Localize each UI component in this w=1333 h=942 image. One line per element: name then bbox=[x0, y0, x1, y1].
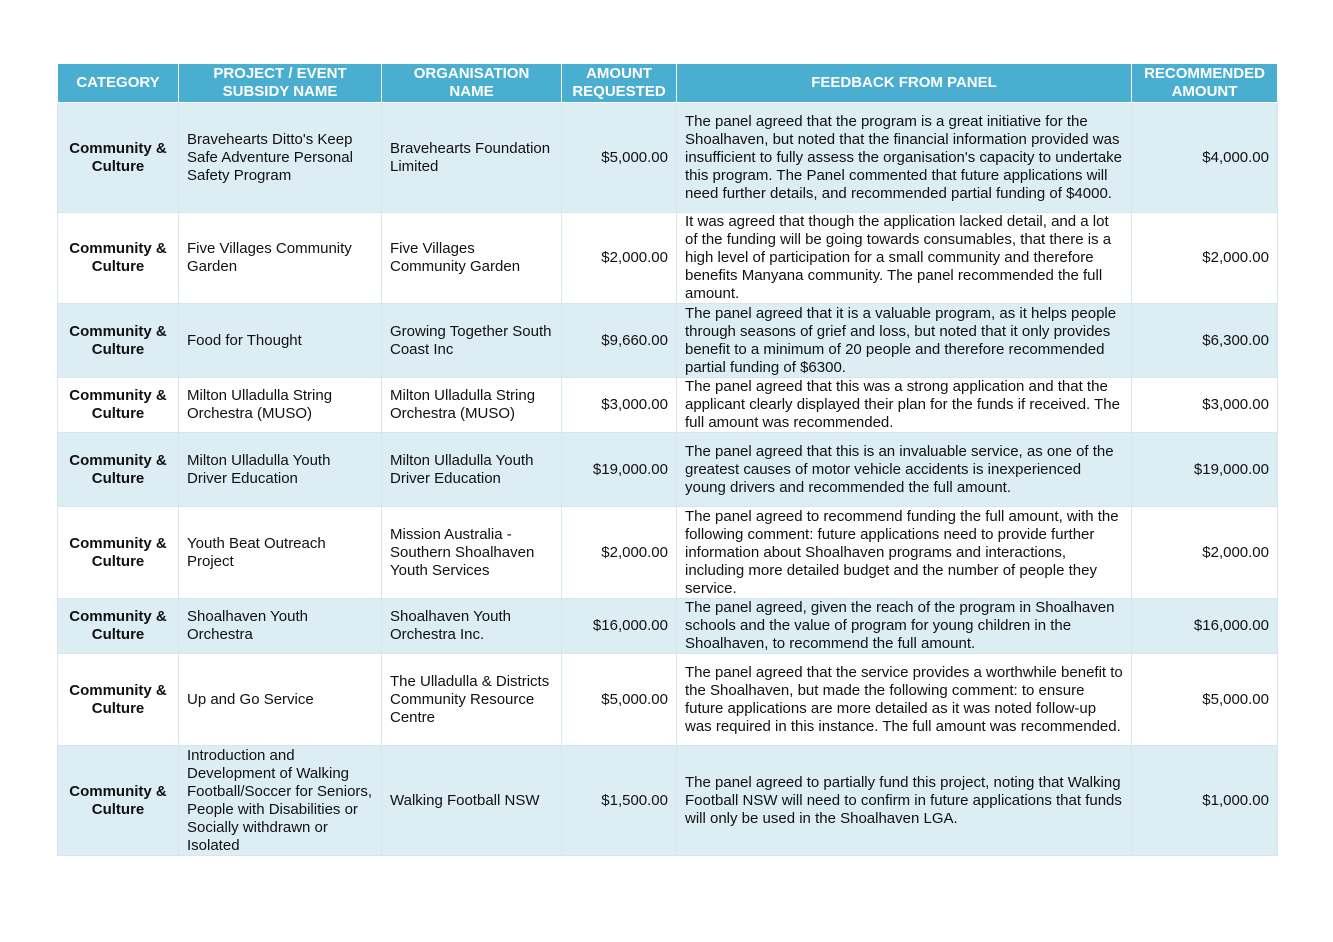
organisation-cell: Five Villages Community Garden bbox=[382, 213, 562, 304]
recommended-cell: $4,000.00 bbox=[1132, 103, 1278, 213]
table-row bbox=[58, 654, 1278, 746]
table-row bbox=[58, 304, 1278, 378]
project-cell: Introduction and Development of Walking Football/Soccer for Seniors, People with Disabilities or Socially withdrawn or Isolated bbox=[179, 746, 382, 856]
recommended-cell: $2,000.00 bbox=[1132, 213, 1278, 304]
header-row bbox=[58, 64, 1278, 103]
recommended-cell: $16,000.00 bbox=[1132, 599, 1278, 654]
header-amount-requested: AMOUNT REQUESTED bbox=[562, 64, 677, 103]
recommended-cell: $5,000.00 bbox=[1132, 654, 1278, 746]
project-cell: Youth Beat Outreach Project bbox=[179, 507, 382, 599]
recommended-cell: $6,300.00 bbox=[1132, 304, 1278, 378]
organisation-cell: Mission Australia - Southern Shoalhaven Youth Services bbox=[382, 507, 562, 599]
project-cell: Milton Ulladulla String Orchestra (MUSO) bbox=[179, 378, 382, 433]
project-cell: Milton Ulladulla Youth Driver Education bbox=[179, 433, 382, 507]
grants-table bbox=[57, 63, 1278, 856]
category-cell: Community & Culture bbox=[58, 304, 179, 378]
table-row bbox=[58, 746, 1278, 856]
requested-cell: $1,500.00 bbox=[562, 746, 677, 856]
feedback-cell: The panel agreed that this is an invaluable service, as one of the greatest causes of motor vehicle accidents is inexperienced young drivers and recommended the full amount. bbox=[677, 433, 1132, 507]
category-cell: Community & Culture bbox=[58, 746, 179, 856]
project-cell: Food for Thought bbox=[179, 304, 382, 378]
requested-cell: $5,000.00 bbox=[562, 654, 677, 746]
requested-cell: $5,000.00 bbox=[562, 103, 677, 213]
feedback-cell: It was agreed that though the application lacked detail, and a lot of the funding will be going towards consumables, that there is a high level of participation for a small community and therefore benefits Manyana community. The panel recommended the full amount. bbox=[677, 213, 1132, 304]
feedback-cell: The panel agreed that this was a strong application and that the applicant clearly displayed their plan for the funds if received. The full amount was recommended. bbox=[677, 378, 1132, 433]
recommended-cell: $19,000.00 bbox=[1132, 433, 1278, 507]
feedback-cell: The panel agreed, given the reach of the program in Shoalhaven schools and the value of program for young children in the Shoalhaven, to recommend the full amount. bbox=[677, 599, 1132, 654]
category-cell: Community & Culture bbox=[58, 213, 179, 304]
category-cell: Community & Culture bbox=[58, 378, 179, 433]
requested-cell: $19,000.00 bbox=[562, 433, 677, 507]
organisation-cell: The Ulladulla & Districts Community Resource Centre bbox=[382, 654, 562, 746]
recommended-cell: $2,000.00 bbox=[1132, 507, 1278, 599]
table-row bbox=[58, 103, 1278, 213]
recommended-cell: $3,000.00 bbox=[1132, 378, 1278, 433]
feedback-cell: The panel agreed to recommend funding the full amount, with the following comment: future applications need to provide further information about Shoalhaven programs and interactions, including more detailed budget and the number of people they service. bbox=[677, 507, 1132, 599]
header-category: CATEGORY bbox=[58, 64, 179, 103]
organisation-cell: Walking Football NSW bbox=[382, 746, 562, 856]
feedback-cell: The panel agreed that the service provides a worthwhile benefit to the Shoalhaven, but made the following comment: to ensure future applications are more detailed as it was noted follow-up was required in this instance. The full amount was recommended. bbox=[677, 654, 1132, 746]
category-cell: Community & Culture bbox=[58, 654, 179, 746]
table-row bbox=[58, 433, 1278, 507]
requested-cell: $2,000.00 bbox=[562, 213, 677, 304]
recommended-cell: $1,000.00 bbox=[1132, 746, 1278, 856]
category-cell: Community & Culture bbox=[58, 507, 179, 599]
header-organisation: ORGANISATION NAME bbox=[382, 64, 562, 103]
requested-cell: $16,000.00 bbox=[562, 599, 677, 654]
feedback-cell: The panel agreed that it is a valuable program, as it helps people through seasons of grief and loss, but noted that it only provides benefit to a minimum of 20 people and therefore recommended partial funding of $6300. bbox=[677, 304, 1132, 378]
table-row bbox=[58, 599, 1278, 654]
organisation-cell: Shoalhaven Youth Orchestra Inc. bbox=[382, 599, 562, 654]
category-cell: Community & Culture bbox=[58, 433, 179, 507]
category-cell: Community & Culture bbox=[58, 103, 179, 213]
organisation-cell: Growing Together South Coast Inc bbox=[382, 304, 562, 378]
project-cell: Up and Go Service bbox=[179, 654, 382, 746]
requested-cell: $2,000.00 bbox=[562, 507, 677, 599]
table-row bbox=[58, 378, 1278, 433]
header-feedback: FEEDBACK FROM PANEL bbox=[677, 64, 1132, 103]
project-cell: Shoalhaven Youth Orchestra bbox=[179, 599, 382, 654]
requested-cell: $3,000.00 bbox=[562, 378, 677, 433]
requested-cell: $9,660.00 bbox=[562, 304, 677, 378]
project-cell: Bravehearts Ditto's Keep Safe Adventure Personal Safety Program bbox=[179, 103, 382, 213]
project-cell: Five Villages Community Garden bbox=[179, 213, 382, 304]
header-project: PROJECT / EVENT SUBSIDY NAME bbox=[179, 64, 382, 103]
category-cell: Community & Culture bbox=[58, 599, 179, 654]
table-row bbox=[58, 213, 1278, 304]
organisation-cell: Milton Ulladulla Youth Driver Education bbox=[382, 433, 562, 507]
feedback-cell: The panel agreed to partially fund this project, noting that Walking Football NSW will need to confirm in future applications that funds will only be used in the Shoalhaven LGA. bbox=[677, 746, 1132, 856]
organisation-cell: Bravehearts Foundation Limited bbox=[382, 103, 562, 213]
header-recommended: RECOMMENDED AMOUNT bbox=[1132, 64, 1278, 103]
feedback-cell: The panel agreed that the program is a great initiative for the Shoalhaven, but noted that the financial information provided was insufficient to fully assess the organisation's capacity to undertake this program. The Panel commented that future applications will need further details, and recommended partial funding of $4000. bbox=[677, 103, 1132, 213]
organisation-cell: Milton Ulladulla String Orchestra (MUSO) bbox=[382, 378, 562, 433]
table-row bbox=[58, 507, 1278, 599]
